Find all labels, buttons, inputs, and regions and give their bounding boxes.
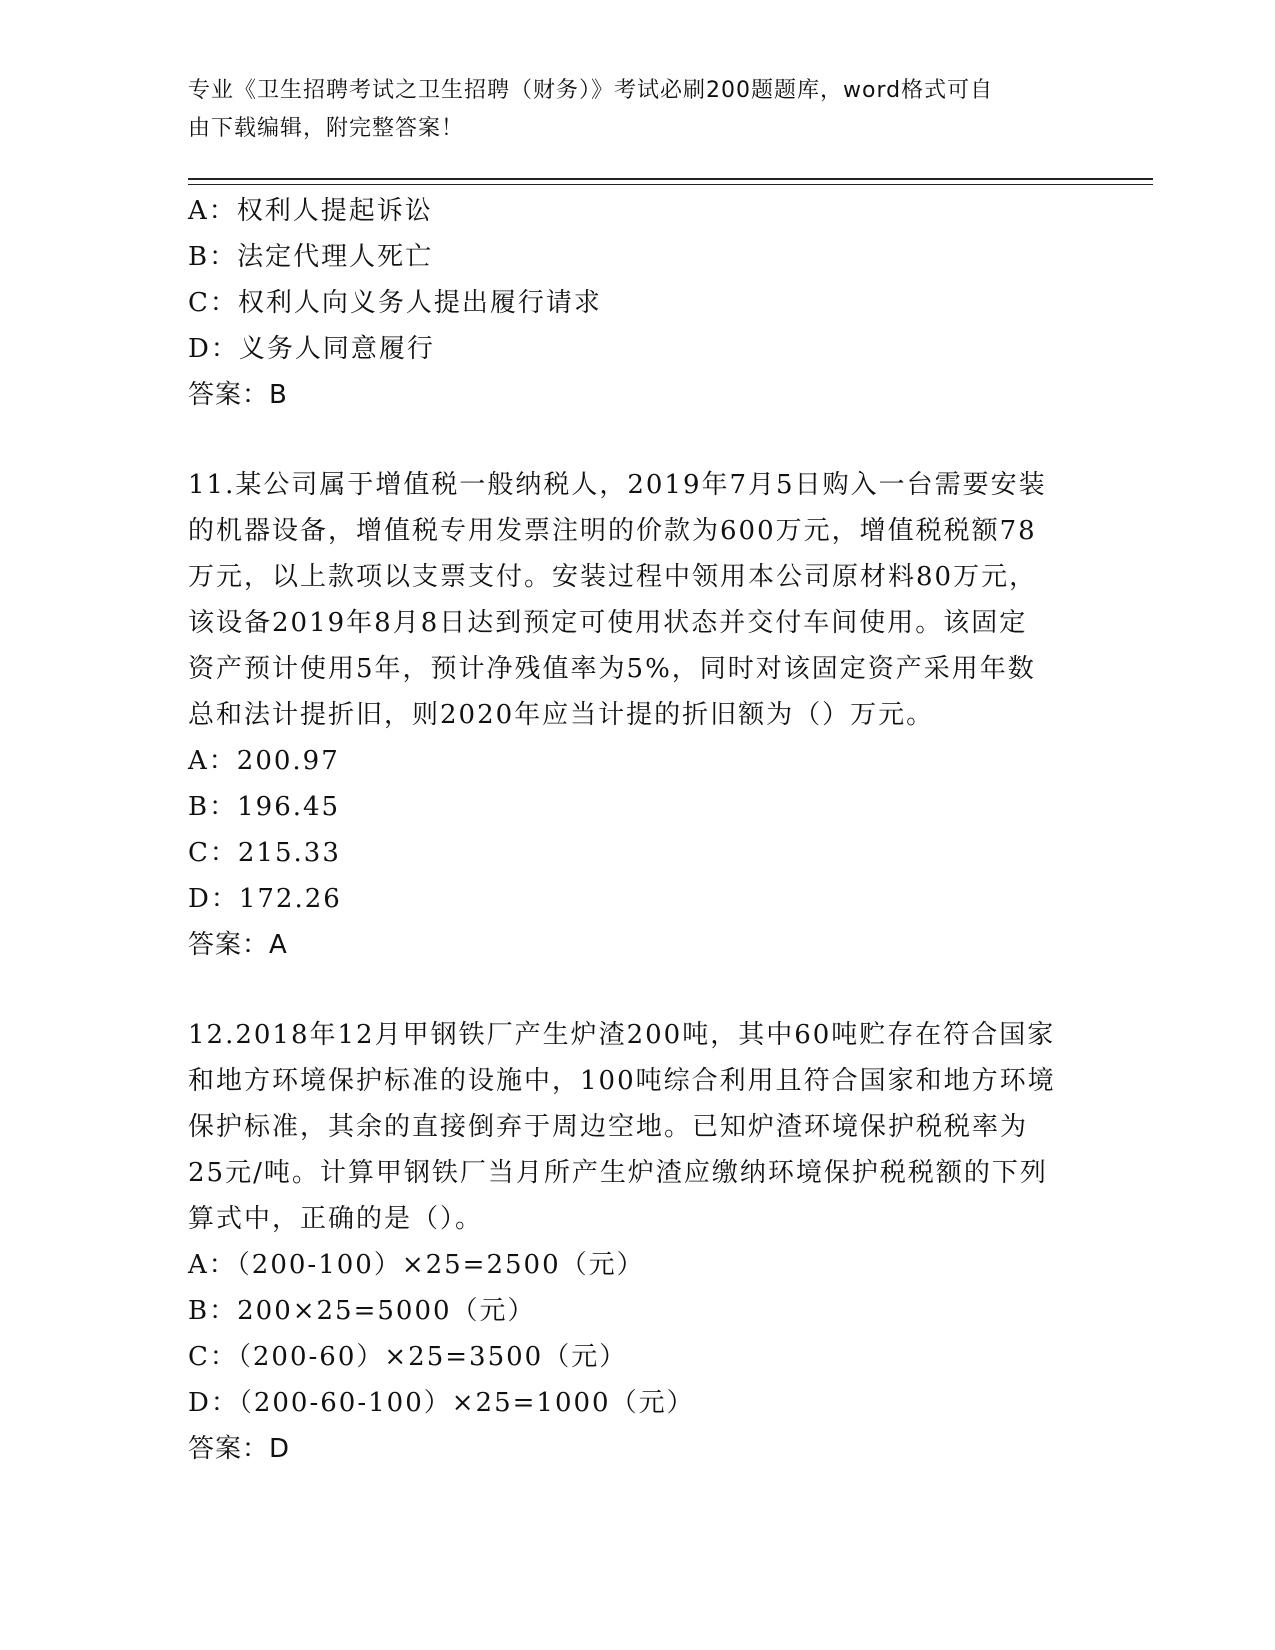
- header-line-2: 由下载编辑，附完整答案！: [188, 116, 465, 141]
- question-text-line: 总和法计提折旧，则2020年应当计提的折旧额为（）万元。: [188, 700, 935, 730]
- option-a: A：（200-100）×25=2500（元）: [188, 1250, 645, 1280]
- previous-question: [188, 188, 1088, 418]
- question-11: [188, 462, 1088, 968]
- question-content: [188, 188, 1088, 1472]
- document-header: [188, 72, 1068, 148]
- option-d: D：172.26: [188, 884, 342, 914]
- option-d: D：（200-60-100）×25=1000（元）: [188, 1388, 695, 1418]
- option-d: D：义务人同意履行: [188, 334, 435, 364]
- header-divider-thin: [188, 184, 1153, 185]
- answer-line: 答案：B: [188, 380, 288, 410]
- option-b: B：200×25=5000（元）: [188, 1296, 536, 1326]
- question-text-line: 万元，以上款项以支票支付。安装过程中领用本公司原材料80万元，: [188, 562, 1038, 592]
- question-text-line: 和地方环境保护标准的设施中，100吨综合利用且符合国家和地方环境: [188, 1066, 1056, 1096]
- question-text-line: 11.某公司属于增值税一般纳税人，2019年7月5日购入一台需要安装: [188, 470, 1047, 500]
- question-text-line: 的机器设备，增值税专用发票注明的价款为600万元，增值税税额78: [188, 516, 1037, 546]
- answer-line: 答案：D: [188, 1434, 291, 1464]
- question-text-line: 25元/吨。计算甲钢铁厂当月所产生炉渣应缴纳环境保护税税额的下列: [188, 1158, 1048, 1188]
- question-text-line: 该设备2019年8月8日达到预定可使用状态并交付车间使用。该固定: [188, 608, 1028, 638]
- option-c: C：215.33: [188, 838, 341, 868]
- question-text-line: 12.2018年12月甲钢铁厂产生炉渣200吨，其中60吨贮存在符合国家: [188, 1020, 1056, 1050]
- question-text-line: 资产预计使用5年，预计净残值率为5%，同时对该固定资产采用年数: [188, 654, 1036, 684]
- answer-line: 答案：A: [188, 930, 288, 960]
- option-c: C：（200-60）×25=3500（元）: [188, 1342, 628, 1372]
- question-12: [188, 1012, 1088, 1472]
- option-b: B：法定代理人死亡: [188, 242, 434, 272]
- header-line-1: 专业《卫生招聘考试之卫生招聘（财务）》考试必刷200题题库，word格式可自: [188, 78, 994, 103]
- option-b: B：196.45: [188, 792, 341, 822]
- header-divider-thick: [188, 178, 1153, 180]
- option-a: A：权利人提起诉讼: [188, 196, 433, 226]
- option-c: C：权利人向义务人提出履行请求: [188, 288, 602, 318]
- question-text-line: 算式中，正确的是（）。: [188, 1204, 484, 1234]
- question-text-line: 保护标准，其余的直接倒弃于周边空地。已知炉渣环境保护税税率为: [188, 1112, 1029, 1142]
- option-a: A：200.97: [188, 746, 340, 776]
